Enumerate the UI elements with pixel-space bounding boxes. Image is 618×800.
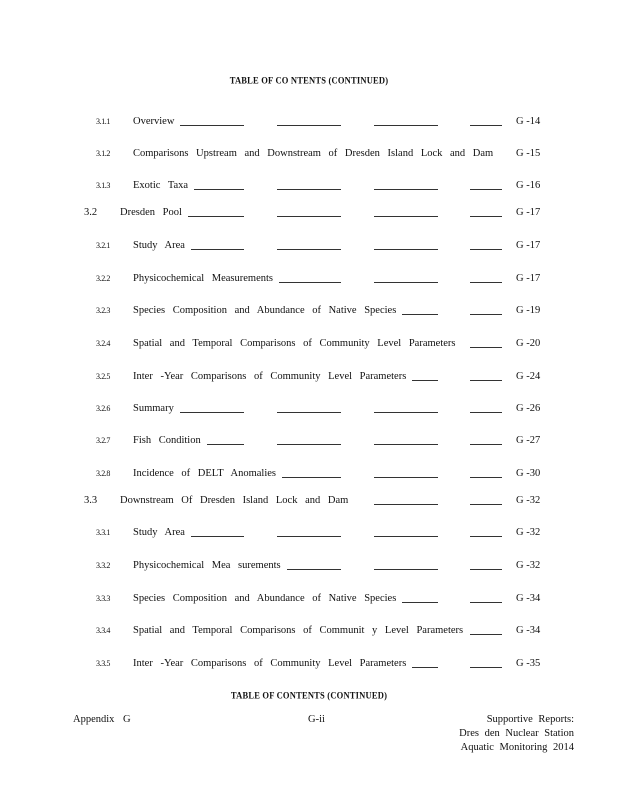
leader-line	[470, 380, 502, 381]
toc-entry-number: 3.2	[84, 207, 98, 218]
leader-line	[470, 347, 502, 348]
toc-entry	[0, 147, 618, 161]
toc-entry	[0, 206, 618, 220]
leader-line	[470, 249, 502, 250]
leader-line	[191, 249, 244, 250]
toc-entry-page: G -17	[516, 273, 541, 284]
leader-line	[470, 444, 502, 445]
leader-line	[470, 504, 502, 505]
leader-line	[191, 536, 244, 537]
leader-line	[282, 477, 341, 478]
toc-entry	[0, 526, 618, 540]
toc-entry	[0, 657, 618, 671]
toc-entry-page: G -16	[516, 180, 541, 191]
toc-entry	[0, 494, 618, 508]
toc-entry-number: 3.1.1	[96, 117, 111, 126]
toc-entry-number: 3.2.5	[96, 372, 111, 381]
leader-line	[287, 569, 341, 570]
toc-entry-number: 3.3.3	[96, 594, 111, 603]
toc-entry	[0, 402, 618, 416]
toc-heading-bottom: TABLE OF CONTENTS (CONTINUED)	[230, 689, 388, 701]
toc-entry-title: Physicochemical Mea surements	[133, 560, 281, 571]
leader-line	[470, 667, 502, 668]
toc-entry-title: Inter -Year Comparisons of Community Level Parameters	[133, 371, 407, 382]
footer-report-info	[459, 713, 574, 755]
leader-line	[470, 216, 502, 217]
leader-line	[277, 412, 341, 413]
footer-appendix-label: Appendix G	[73, 714, 131, 725]
leader-line	[402, 314, 438, 315]
toc-entry-title: Exotic Taxa	[133, 180, 189, 191]
toc-entry-number: 3.1.2	[96, 149, 111, 158]
toc-entry-number: 3.3.1	[96, 528, 111, 537]
leader-line	[470, 536, 502, 537]
toc-entry-number: 3.3.2	[96, 561, 111, 570]
toc-entry-title: Downstream Of Dresden Island Lock and Dam	[120, 495, 349, 506]
toc-entry-number: 3.2.2	[96, 274, 111, 283]
toc-entry-number: 3.3.4	[96, 626, 111, 635]
leader-line	[277, 125, 341, 126]
toc-entry	[0, 304, 618, 318]
toc-entry-number: 3.2.4	[96, 339, 111, 348]
toc-entry-title: Species Composition and Abundance of Native Species	[133, 305, 397, 316]
toc-entry-title: Study Area	[133, 527, 185, 538]
leader-line	[470, 189, 502, 190]
toc-entry-title: Spatial and Temporal Comparisons of Community Level Parameters	[133, 338, 456, 349]
leader-line	[277, 216, 341, 217]
toc-entry-number: 3.2.1	[96, 241, 111, 250]
leader-line	[470, 314, 502, 315]
footer-report-line-1: Supportive Reports:	[486, 714, 574, 725]
leader-line	[277, 249, 341, 250]
toc-entry	[0, 624, 618, 638]
leader-line	[470, 634, 502, 635]
footer-report-line-2: Dres den Nuclear Station	[459, 728, 574, 739]
toc-entry-number: 3.2.8	[96, 469, 111, 478]
toc-entry-page: G -15	[516, 148, 541, 159]
leader-line	[188, 216, 244, 217]
toc-entry	[0, 559, 618, 573]
leader-line	[374, 477, 438, 478]
footer-report-line-3: Aquatic Monitoring 2014	[460, 742, 574, 753]
leader-line	[374, 249, 438, 250]
toc-entry-page: G -17	[516, 240, 541, 251]
leader-line	[277, 189, 341, 190]
leader-line	[374, 282, 438, 283]
leader-line	[412, 667, 438, 668]
toc-entry-page: G -20	[516, 338, 541, 349]
toc-entry-title: Spatial and Temporal Comparisons of Communit y Level Parameters	[133, 625, 464, 636]
toc-entry-number: 3.1.3	[96, 181, 111, 190]
toc-entry	[0, 272, 618, 286]
toc-entry-page: G -24	[516, 371, 541, 382]
toc-entry-title: Physicochemical Measurements	[133, 273, 274, 284]
toc-entry-page: G -14	[516, 116, 541, 127]
leader-line	[277, 444, 341, 445]
toc-entry-number: 3.3.5	[96, 659, 111, 668]
toc-entry-title: Inter -Year Comparisons of Community Level Parameters	[133, 658, 407, 669]
toc-entry	[0, 179, 618, 193]
leader-line	[374, 444, 438, 445]
toc-heading: TABLE OF CO NTENTS (CONTINUED)	[229, 74, 389, 86]
toc-entry	[0, 434, 618, 448]
leader-line	[277, 536, 341, 537]
toc-entry-page: G -32	[516, 495, 541, 506]
leader-line	[180, 125, 244, 126]
leader-line	[470, 602, 502, 603]
leader-line	[374, 504, 438, 505]
leader-line	[194, 189, 244, 190]
toc-entry-title: Incidence of DELT Anomalies	[133, 468, 277, 479]
toc-entry-title: Species Composition and Abundance of Native Species	[133, 593, 397, 604]
leader-line	[207, 444, 244, 445]
leader-line	[470, 569, 502, 570]
toc-entry-page: G -32	[516, 527, 541, 538]
toc-entry	[0, 239, 618, 253]
leader-line	[412, 380, 438, 381]
toc-entry-page: G -19	[516, 305, 541, 316]
leader-line	[374, 569, 438, 570]
leader-line	[279, 282, 341, 283]
toc-entry-title: Study Area	[133, 240, 185, 251]
leader-line	[470, 282, 502, 283]
toc-entry-number: 3.2.6	[96, 404, 111, 413]
toc-entry-number: 3.3	[84, 495, 98, 506]
toc-entry-page: G -27	[516, 435, 541, 446]
toc-entry-number: 3.2.7	[96, 436, 111, 445]
toc-entry-title: Fish Condition	[133, 435, 201, 446]
leader-line	[374, 412, 438, 413]
toc-entry-page: G -26	[516, 403, 541, 414]
toc-entry-page: G -34	[516, 593, 541, 604]
toc-entry-page: G -35	[516, 658, 541, 669]
toc-entry	[0, 592, 618, 606]
leader-line	[402, 602, 438, 603]
leader-line	[374, 536, 438, 537]
leader-line	[470, 477, 502, 478]
toc-entry-title: Summary	[133, 403, 174, 414]
toc-entry-page: G -34	[516, 625, 541, 636]
toc-entry-title: Dresden Pool	[120, 207, 182, 218]
leader-line	[374, 189, 438, 190]
toc-entry-title: Comparisons Upstream and Downstream of Dresden Island Lock and Dam	[133, 148, 494, 159]
leader-line	[180, 412, 244, 413]
toc-entry	[0, 370, 618, 384]
leader-line	[470, 125, 502, 126]
toc-entry-page: G -32	[516, 560, 541, 571]
leader-line	[374, 216, 438, 217]
toc-entry-title: Overview	[133, 116, 175, 127]
leader-line	[470, 412, 502, 413]
toc-entry-page: G -30	[516, 468, 541, 479]
toc-entry-page: G -17	[516, 207, 541, 218]
toc-entry	[0, 115, 618, 129]
leader-line	[374, 125, 438, 126]
toc-entry	[0, 337, 618, 351]
footer-page-number: G-ii	[308, 714, 325, 725]
toc-entry-number: 3.2.3	[96, 306, 111, 315]
toc-entry	[0, 467, 618, 481]
